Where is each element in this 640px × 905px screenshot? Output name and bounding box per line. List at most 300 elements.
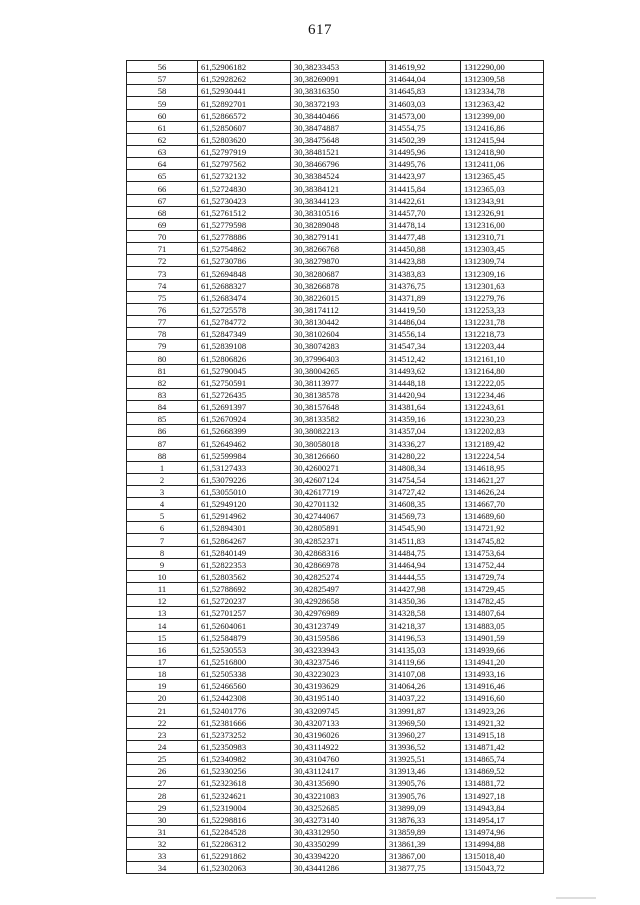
y-coordinate-cell: 1312164,80 (461, 364, 544, 376)
longitude-cell: 30,38279870 (291, 255, 386, 267)
table-row (127, 388, 544, 400)
y-coordinate-cell: 1314927,18 (461, 789, 544, 801)
longitude-cell: 30,43123749 (291, 619, 386, 631)
table-row (127, 376, 544, 388)
point-number-cell: 12 (127, 595, 198, 607)
table-row (127, 619, 544, 631)
x-coordinate-cell: 313877,75 (386, 862, 461, 874)
table-row (127, 425, 544, 437)
longitude-cell: 30,38130442 (291, 315, 386, 327)
y-coordinate-cell: 1314974,96 (461, 825, 544, 837)
y-coordinate-cell: 1314752,44 (461, 558, 544, 570)
point-number-cell: 58 (127, 85, 198, 97)
table-row (127, 850, 544, 862)
y-coordinate-cell: 1314933,16 (461, 668, 544, 680)
point-number-cell: 1 (127, 461, 198, 473)
point-number-cell: 4 (127, 498, 198, 510)
y-coordinate-cell: 1314943,84 (461, 801, 544, 813)
table-row (127, 510, 544, 522)
x-coordinate-cell: 314422,61 (386, 194, 461, 206)
x-coordinate-cell: 314450,88 (386, 243, 461, 255)
table-row (127, 61, 544, 73)
latitude-cell: 61,52584879 (198, 631, 291, 643)
x-coordinate-cell: 314457,70 (386, 206, 461, 218)
point-number-cell: 63 (127, 145, 198, 157)
longitude-cell: 30,43104760 (291, 753, 386, 765)
y-coordinate-cell: 1314729,74 (461, 570, 544, 582)
point-number-cell: 75 (127, 291, 198, 303)
y-coordinate-cell: 1314729,45 (461, 583, 544, 595)
longitude-cell: 30,38316350 (291, 85, 386, 97)
y-coordinate-cell: 1314667,70 (461, 498, 544, 510)
table-row (127, 716, 544, 728)
point-number-cell: 26 (127, 765, 198, 777)
x-coordinate-cell: 314547,34 (386, 340, 461, 352)
table-row (127, 765, 544, 777)
latitude-cell: 61,52803562 (198, 570, 291, 582)
table-row (127, 522, 544, 534)
x-coordinate-cell: 314644,04 (386, 73, 461, 85)
y-coordinate-cell: 1314939,66 (461, 643, 544, 655)
y-coordinate-cell: 1312365,03 (461, 182, 544, 194)
longitude-cell: 30,43312950 (291, 825, 386, 837)
x-coordinate-cell: 314359,16 (386, 413, 461, 425)
point-number-cell: 16 (127, 643, 198, 655)
y-coordinate-cell: 1312224,54 (461, 449, 544, 461)
y-coordinate-cell: 1314871,42 (461, 740, 544, 752)
point-number-cell: 59 (127, 97, 198, 109)
x-coordinate-cell: 314502,39 (386, 133, 461, 145)
x-coordinate-cell: 313960,27 (386, 728, 461, 740)
table-row (127, 206, 544, 218)
x-coordinate-cell: 313913,46 (386, 765, 461, 777)
latitude-cell: 61,52688327 (198, 279, 291, 291)
point-number-cell: 86 (127, 425, 198, 437)
x-coordinate-cell: 314556,14 (386, 328, 461, 340)
latitude-cell: 61,52750591 (198, 376, 291, 388)
y-coordinate-cell: 1312301,63 (461, 279, 544, 291)
table-row (127, 704, 544, 716)
y-coordinate-cell: 1312231,78 (461, 315, 544, 327)
y-coordinate-cell: 1314901,59 (461, 631, 544, 643)
x-coordinate-cell: 314107,08 (386, 668, 461, 680)
point-number-cell: 60 (127, 109, 198, 121)
longitude-cell: 30,42607124 (291, 473, 386, 485)
table-row (127, 680, 544, 692)
latitude-cell: 61,52286312 (198, 838, 291, 850)
longitude-cell: 30,42866978 (291, 558, 386, 570)
x-coordinate-cell: 314350,36 (386, 595, 461, 607)
table-row (127, 485, 544, 497)
x-coordinate-cell: 314495,96 (386, 145, 461, 157)
table-row (127, 109, 544, 121)
point-number-cell: 80 (127, 352, 198, 364)
longitude-cell: 30,38133582 (291, 413, 386, 425)
table-row (127, 862, 544, 874)
table-row (127, 97, 544, 109)
longitude-cell: 30,37996403 (291, 352, 386, 364)
point-number-cell: 62 (127, 133, 198, 145)
scan-edge-mark (556, 897, 596, 899)
x-coordinate-cell: 314383,83 (386, 267, 461, 279)
table-row (127, 230, 544, 242)
x-coordinate-cell: 313867,00 (386, 850, 461, 862)
y-coordinate-cell: 1312243,61 (461, 400, 544, 412)
latitude-cell: 61,52928262 (198, 73, 291, 85)
y-coordinate-cell: 1312415,94 (461, 133, 544, 145)
longitude-cell: 30,38384524 (291, 170, 386, 182)
point-number-cell: 3 (127, 485, 198, 497)
table-row (127, 279, 544, 291)
x-coordinate-cell: 313876,33 (386, 813, 461, 825)
longitude-cell: 30,38474887 (291, 121, 386, 133)
longitude-cell: 30,43196026 (291, 728, 386, 740)
table-row (127, 801, 544, 813)
point-number-cell: 82 (127, 376, 198, 388)
latitude-cell: 61,52892701 (198, 97, 291, 109)
point-number-cell: 15 (127, 631, 198, 643)
table-row (127, 595, 544, 607)
point-number-cell: 14 (127, 619, 198, 631)
point-number-cell: 28 (127, 789, 198, 801)
point-number-cell: 85 (127, 413, 198, 425)
longitude-cell: 30,42852371 (291, 534, 386, 546)
y-coordinate-cell: 1312343,91 (461, 194, 544, 206)
y-coordinate-cell: 1312279,76 (461, 291, 544, 303)
latitude-cell: 61,52505338 (198, 668, 291, 680)
point-number-cell: 9 (127, 558, 198, 570)
x-coordinate-cell: 314448,18 (386, 376, 461, 388)
x-coordinate-cell: 314486,04 (386, 315, 461, 327)
point-number-cell: 65 (127, 170, 198, 182)
point-number-cell: 7 (127, 534, 198, 546)
y-coordinate-cell: 1314921,32 (461, 716, 544, 728)
y-coordinate-cell: 1314621,27 (461, 473, 544, 485)
latitude-cell: 61,52806826 (198, 352, 291, 364)
latitude-cell: 61,52840149 (198, 546, 291, 558)
latitude-cell: 61,52381666 (198, 716, 291, 728)
table-row (127, 753, 544, 765)
table-row (127, 461, 544, 473)
y-coordinate-cell: 1314881,72 (461, 777, 544, 789)
latitude-cell: 61,52284528 (198, 825, 291, 837)
table-row (127, 546, 544, 558)
longitude-cell: 30,38279141 (291, 230, 386, 242)
table-row (127, 583, 544, 595)
x-coordinate-cell: 313905,76 (386, 777, 461, 789)
x-coordinate-cell: 314196,53 (386, 631, 461, 643)
x-coordinate-cell: 314645,83 (386, 85, 461, 97)
point-number-cell: 67 (127, 194, 198, 206)
x-coordinate-cell: 314477,48 (386, 230, 461, 242)
longitude-cell: 30,43221083 (291, 789, 386, 801)
x-coordinate-cell: 314573,00 (386, 109, 461, 121)
point-number-cell: 18 (127, 668, 198, 680)
point-number-cell: 74 (127, 279, 198, 291)
latitude-cell: 61,52930441 (198, 85, 291, 97)
point-number-cell: 78 (127, 328, 198, 340)
x-coordinate-cell: 314381,64 (386, 400, 461, 412)
point-number-cell: 77 (127, 315, 198, 327)
table-row (127, 777, 544, 789)
longitude-cell: 30,43350299 (291, 838, 386, 850)
x-coordinate-cell: 314218,37 (386, 619, 461, 631)
latitude-cell: 61,52797919 (198, 145, 291, 157)
latitude-cell: 61,52725578 (198, 303, 291, 315)
y-coordinate-cell: 1312310,71 (461, 230, 544, 242)
y-coordinate-cell: 1312303,45 (461, 243, 544, 255)
y-coordinate-cell: 1314916,46 (461, 680, 544, 692)
x-coordinate-cell: 314493,62 (386, 364, 461, 376)
longitude-cell: 30,38102604 (291, 328, 386, 340)
x-coordinate-cell: 314495,76 (386, 158, 461, 170)
table-row (127, 218, 544, 230)
page-number: 617 (308, 22, 332, 38)
latitude-cell: 61,52788692 (198, 583, 291, 595)
table-row (127, 267, 544, 279)
x-coordinate-cell: 314511,83 (386, 534, 461, 546)
table-row (127, 400, 544, 412)
latitude-cell: 61,52730423 (198, 194, 291, 206)
table-row (127, 437, 544, 449)
y-coordinate-cell: 1312309,74 (461, 255, 544, 267)
longitude-cell: 30,38157648 (291, 400, 386, 412)
point-number-cell: 88 (127, 449, 198, 461)
longitude-cell: 30,38289048 (291, 218, 386, 230)
longitude-cell: 30,43193629 (291, 680, 386, 692)
point-number-cell: 84 (127, 400, 198, 412)
x-coordinate-cell: 314484,75 (386, 546, 461, 558)
y-coordinate-cell: 1314618,95 (461, 461, 544, 473)
longitude-cell: 30,42600271 (291, 461, 386, 473)
longitude-cell: 30,38082213 (291, 425, 386, 437)
latitude-cell: 61,52754862 (198, 243, 291, 255)
longitude-cell: 30,42701132 (291, 498, 386, 510)
longitude-cell: 30,38269091 (291, 73, 386, 85)
x-coordinate-cell: 314727,42 (386, 485, 461, 497)
point-number-cell: 73 (127, 267, 198, 279)
point-number-cell: 20 (127, 692, 198, 704)
longitude-cell: 30,38266878 (291, 279, 386, 291)
y-coordinate-cell: 1312418,90 (461, 145, 544, 157)
longitude-cell: 30,42868316 (291, 546, 386, 558)
longitude-cell: 30,38344123 (291, 194, 386, 206)
table-row (127, 413, 544, 425)
y-coordinate-cell: 1314923,26 (461, 704, 544, 716)
x-coordinate-cell: 314464,94 (386, 558, 461, 570)
y-coordinate-cell: 1315018,40 (461, 850, 544, 862)
table-row (127, 655, 544, 667)
point-number-cell: 23 (127, 728, 198, 740)
latitude-cell: 61,52906182 (198, 61, 291, 73)
y-coordinate-cell: 1312290,00 (461, 61, 544, 73)
y-coordinate-cell: 1312222,05 (461, 376, 544, 388)
longitude-cell: 30,38126660 (291, 449, 386, 461)
longitude-cell: 30,43273140 (291, 813, 386, 825)
coordinates-table (126, 60, 544, 874)
coordinates-table-body (127, 61, 544, 874)
longitude-cell: 30,38266768 (291, 243, 386, 255)
x-coordinate-cell: 314569,73 (386, 510, 461, 522)
table-row (127, 182, 544, 194)
y-coordinate-cell: 1312334,78 (461, 85, 544, 97)
longitude-cell: 30,43223023 (291, 668, 386, 680)
x-coordinate-cell: 314545,90 (386, 522, 461, 534)
y-coordinate-cell: 1312253,33 (461, 303, 544, 315)
latitude-cell: 61,52761512 (198, 206, 291, 218)
x-coordinate-cell: 314423,97 (386, 170, 461, 182)
longitude-cell: 30,38004265 (291, 364, 386, 376)
longitude-cell: 30,38440466 (291, 109, 386, 121)
latitude-cell: 61,52298816 (198, 813, 291, 825)
latitude-cell: 61,52732132 (198, 170, 291, 182)
point-number-cell: 83 (127, 388, 198, 400)
x-coordinate-cell: 314427,98 (386, 583, 461, 595)
longitude-cell: 30,43252685 (291, 801, 386, 813)
longitude-cell: 30,38113977 (291, 376, 386, 388)
latitude-cell: 61,52726435 (198, 388, 291, 400)
longitude-cell: 30,43209745 (291, 704, 386, 716)
longitude-cell: 30,43394220 (291, 850, 386, 862)
latitude-cell: 61,52778886 (198, 230, 291, 242)
latitude-cell: 61,52401776 (198, 704, 291, 716)
table-row (127, 607, 544, 619)
latitude-cell: 61,52730786 (198, 255, 291, 267)
latitude-cell: 61,52442308 (198, 692, 291, 704)
longitude-cell: 30,38475648 (291, 133, 386, 145)
latitude-cell: 61,52822353 (198, 558, 291, 570)
longitude-cell: 30,38226015 (291, 291, 386, 303)
point-number-cell: 13 (127, 607, 198, 619)
point-number-cell: 11 (127, 583, 198, 595)
y-coordinate-cell: 1314941,20 (461, 655, 544, 667)
table-row (127, 145, 544, 157)
point-number-cell: 81 (127, 364, 198, 376)
y-coordinate-cell: 1314721,92 (461, 522, 544, 534)
table-row (127, 668, 544, 680)
x-coordinate-cell: 314336,27 (386, 437, 461, 449)
table-row (127, 692, 544, 704)
point-number-cell: 76 (127, 303, 198, 315)
y-coordinate-cell: 1312234,46 (461, 388, 544, 400)
longitude-cell: 30,43195140 (291, 692, 386, 704)
longitude-cell: 30,38174112 (291, 303, 386, 315)
x-coordinate-cell: 314135,03 (386, 643, 461, 655)
point-number-cell: 69 (127, 218, 198, 230)
y-coordinate-cell: 1312309,58 (461, 73, 544, 85)
table-row (127, 133, 544, 145)
y-coordinate-cell: 1314865,74 (461, 753, 544, 765)
point-number-cell: 30 (127, 813, 198, 825)
longitude-cell: 30,42744067 (291, 510, 386, 522)
y-coordinate-cell: 1314782,45 (461, 595, 544, 607)
table-row (127, 158, 544, 170)
latitude-cell: 61,52530553 (198, 643, 291, 655)
longitude-cell: 30,42805891 (291, 522, 386, 534)
latitude-cell: 61,52291862 (198, 850, 291, 862)
latitude-cell: 61,53055010 (198, 485, 291, 497)
latitude-cell: 61,52604061 (198, 619, 291, 631)
longitude-cell: 30,43114922 (291, 740, 386, 752)
latitude-cell: 61,52864267 (198, 534, 291, 546)
latitude-cell: 61,52790045 (198, 364, 291, 376)
point-number-cell: 66 (127, 182, 198, 194)
longitude-cell: 30,38310516 (291, 206, 386, 218)
x-coordinate-cell: 314478,14 (386, 218, 461, 230)
point-number-cell: 5 (127, 510, 198, 522)
y-coordinate-cell: 1314753,64 (461, 546, 544, 558)
table-row (127, 255, 544, 267)
table-row (127, 740, 544, 752)
y-coordinate-cell: 1314916,60 (461, 692, 544, 704)
table-row (127, 643, 544, 655)
latitude-cell: 61,52866572 (198, 109, 291, 121)
x-coordinate-cell: 314419,50 (386, 303, 461, 315)
x-coordinate-cell: 314037,22 (386, 692, 461, 704)
table-row (127, 73, 544, 85)
x-coordinate-cell: 313859,89 (386, 825, 461, 837)
point-number-cell: 25 (127, 753, 198, 765)
longitude-cell: 30,43237546 (291, 655, 386, 667)
latitude-cell: 61,52319004 (198, 801, 291, 813)
table-row (127, 498, 544, 510)
latitude-cell: 61,52340982 (198, 753, 291, 765)
table-row (127, 364, 544, 376)
point-number-cell: 56 (127, 61, 198, 73)
x-coordinate-cell: 314371,89 (386, 291, 461, 303)
point-number-cell: 8 (127, 546, 198, 558)
longitude-cell: 30,43233943 (291, 643, 386, 655)
latitude-cell: 61,52323618 (198, 777, 291, 789)
x-coordinate-cell: 313936,52 (386, 740, 461, 752)
latitude-cell: 61,52373252 (198, 728, 291, 740)
x-coordinate-cell: 314415,84 (386, 182, 461, 194)
x-coordinate-cell: 314608,35 (386, 498, 461, 510)
table-row (127, 825, 544, 837)
latitude-cell: 61,53079226 (198, 473, 291, 485)
point-number-cell: 6 (127, 522, 198, 534)
latitude-cell: 61,52694848 (198, 267, 291, 279)
x-coordinate-cell: 314554,75 (386, 121, 461, 133)
point-number-cell: 68 (127, 206, 198, 218)
latitude-cell: 61,52784772 (198, 315, 291, 327)
longitude-cell: 30,42825497 (291, 583, 386, 595)
latitude-cell: 61,52701257 (198, 607, 291, 619)
y-coordinate-cell: 1312399,00 (461, 109, 544, 121)
y-coordinate-cell: 1312203,44 (461, 340, 544, 352)
point-number-cell: 27 (127, 777, 198, 789)
table-row (127, 838, 544, 850)
longitude-cell: 30,38372193 (291, 97, 386, 109)
table-row (127, 570, 544, 582)
point-number-cell: 29 (127, 801, 198, 813)
longitude-cell: 30,38280687 (291, 267, 386, 279)
latitude-cell: 61,52668399 (198, 425, 291, 437)
point-number-cell: 34 (127, 862, 198, 874)
x-coordinate-cell: 314808,34 (386, 461, 461, 473)
y-coordinate-cell: 1314689,60 (461, 510, 544, 522)
point-number-cell: 33 (127, 850, 198, 862)
point-number-cell: 87 (127, 437, 198, 449)
point-number-cell: 57 (127, 73, 198, 85)
table-row (127, 85, 544, 97)
point-number-cell: 31 (127, 825, 198, 837)
y-coordinate-cell: 1312230,23 (461, 413, 544, 425)
y-coordinate-cell: 1312416,86 (461, 121, 544, 133)
table-row (127, 473, 544, 485)
longitude-cell: 30,38481521 (291, 145, 386, 157)
point-number-cell: 21 (127, 704, 198, 716)
